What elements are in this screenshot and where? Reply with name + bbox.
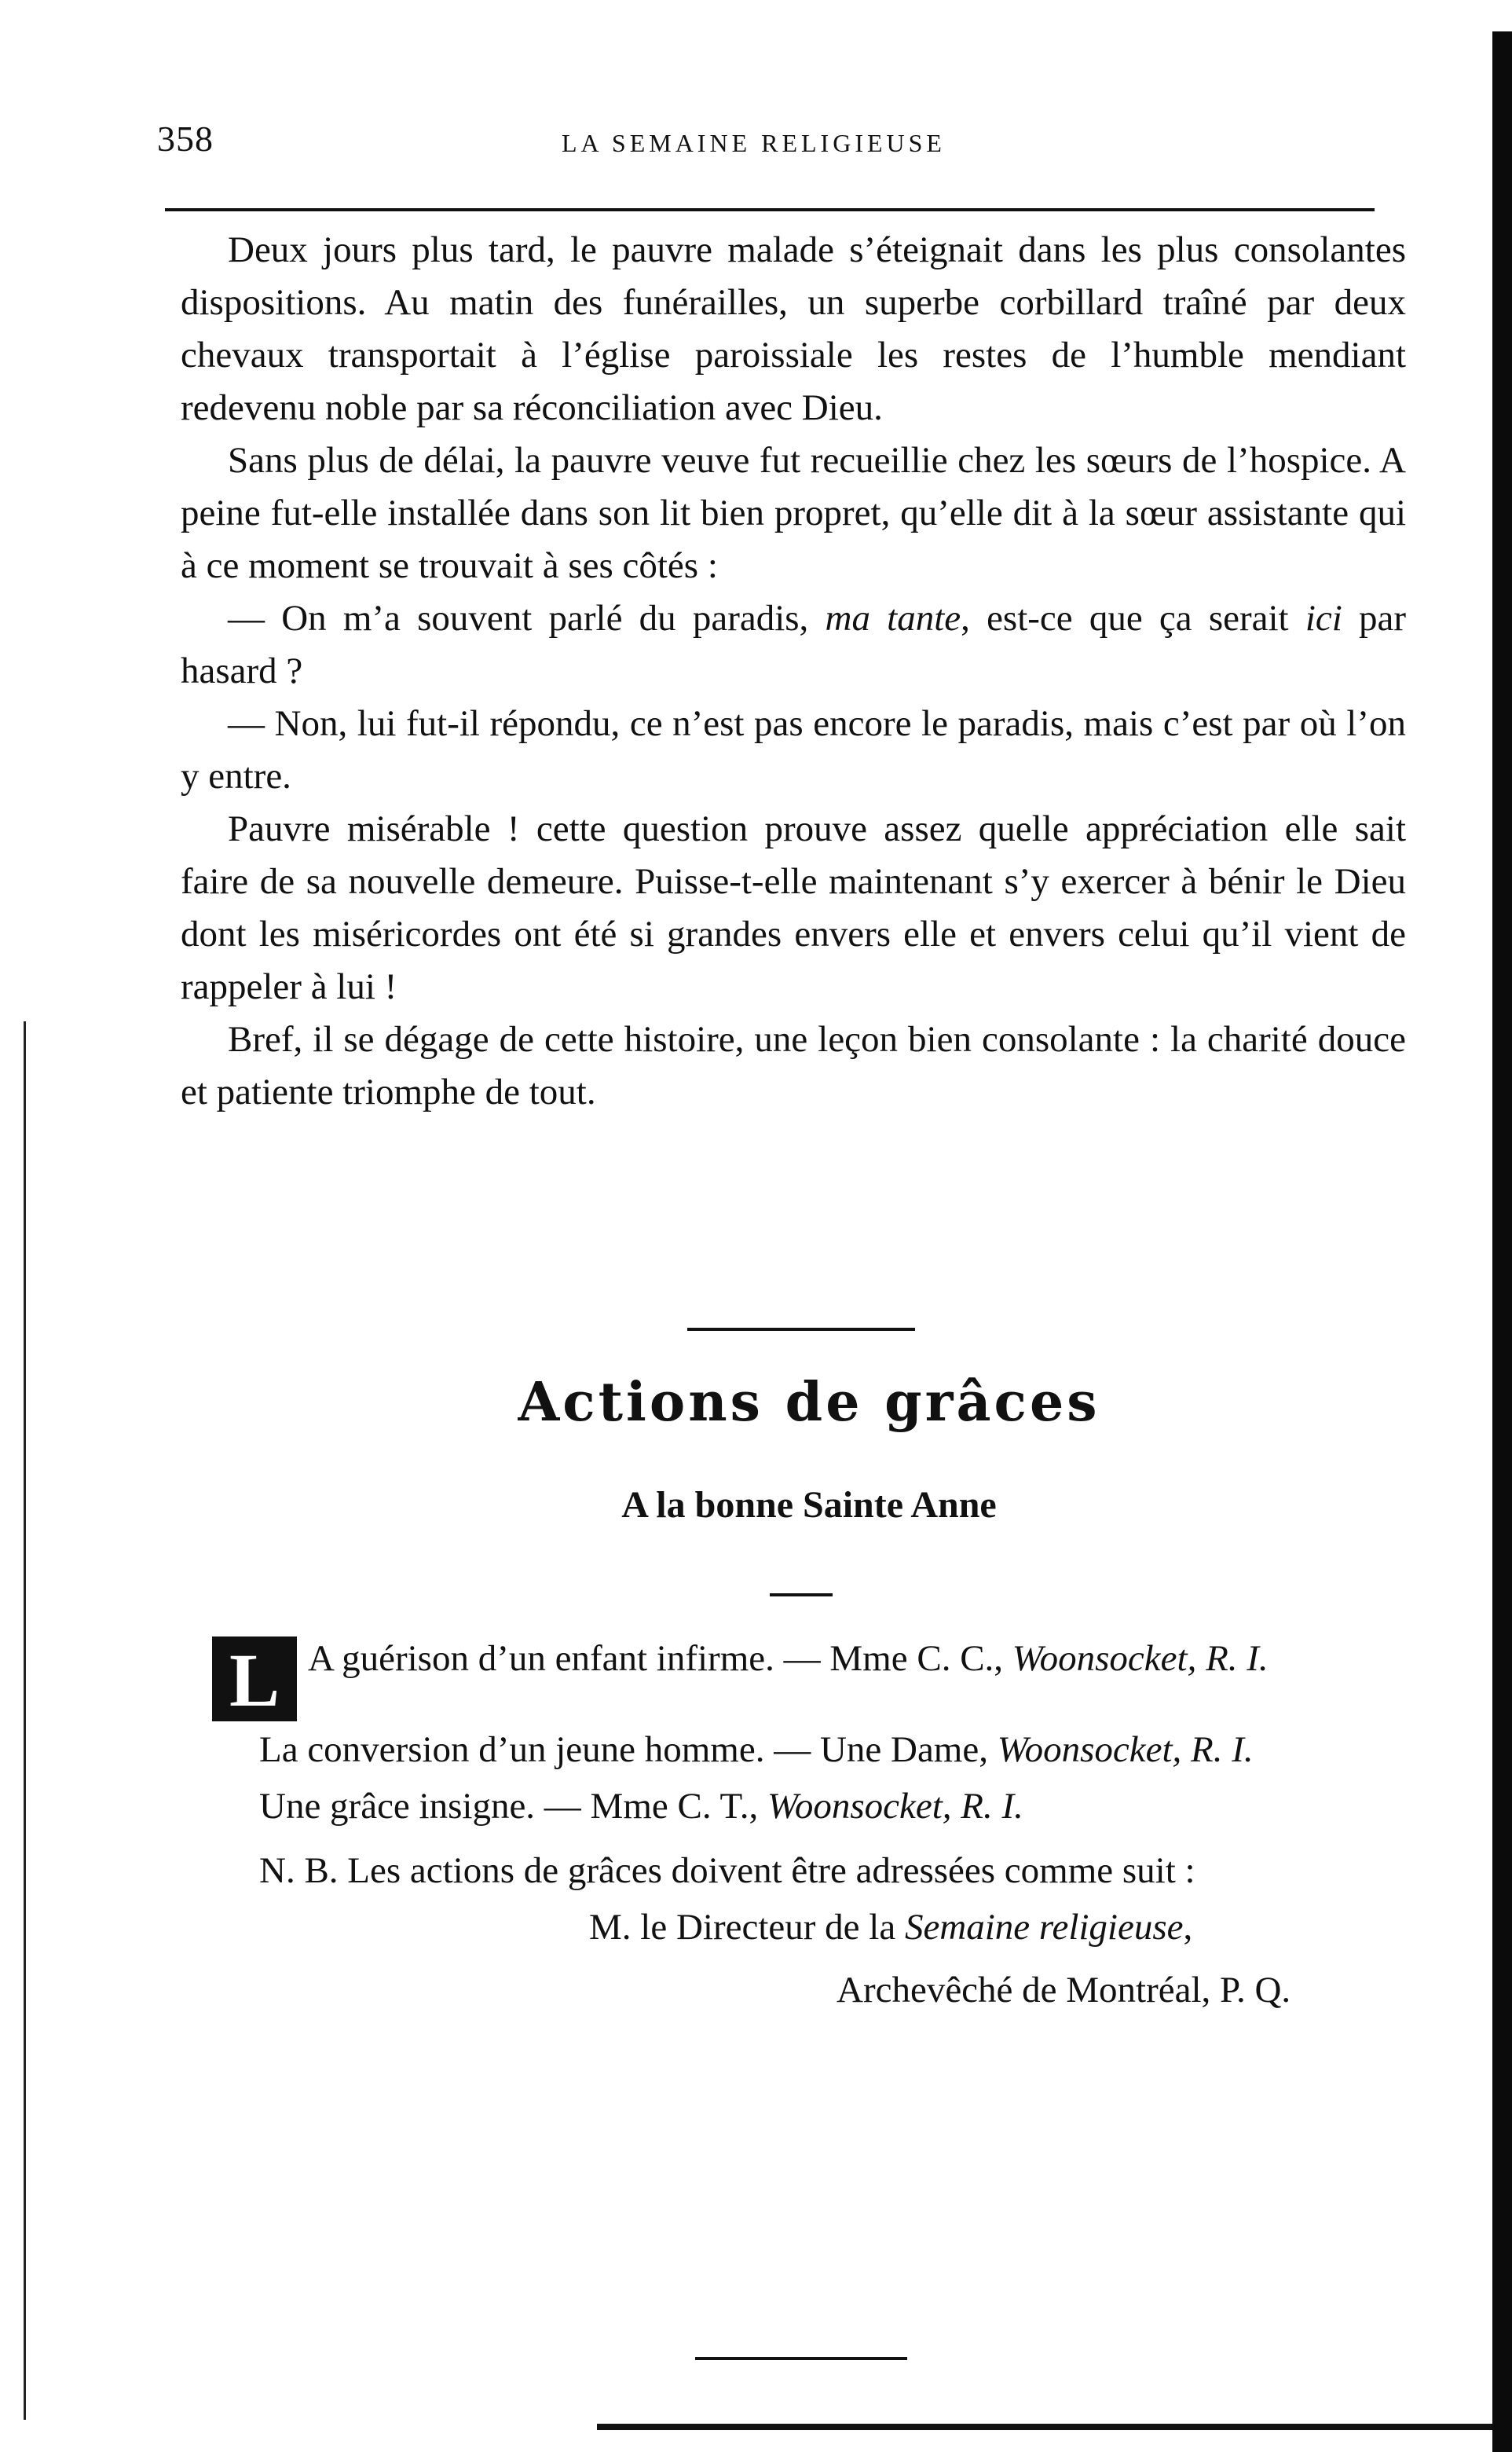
paragraph-hospice: Sans plus de délai, la pauvre veuve fut recueillie chez les sœurs de l’hospice. A peine fut-elle installée dans son lit bien propret, qu’elle dit à la sœur assistante qui à ce moment se trouvait à ses côtés : <box>181 440 1406 586</box>
journal-title: LA SEMAINE RELIGIEUSE <box>562 129 946 157</box>
dialogue-question-italic-2: ici <box>1305 598 1342 639</box>
thanks-entry-place: Woonsocket, R. I. <box>997 1729 1254 1770</box>
thanks-entry-place: Woonsocket, R. I. <box>767 1786 1023 1827</box>
section-divider <box>687 1328 915 1331</box>
address-journal: Semaine religieuse <box>904 1907 1184 1948</box>
paragraph-reflection: Pauvre misérable ! cette question prouve assez quelle appréciation elle sait faire de sa nouvelle demeure. Puisse-t-elle maintenant s’y exercer à bénir le Dieu dont les miséricordes ont été si grandes envers elle et envers celui qu’il vient de rappeler à lui ! <box>181 808 1406 1007</box>
dialogue-question-text: — On m’a souvent parlé du paradis, <box>228 598 826 639</box>
nota-bene: N. B. Les actions de grâces doivent être adressées comme suit : <box>259 1850 1195 1891</box>
thanks-entry <box>189 1778 1414 1834</box>
dialogue-question-end: par hasard ? <box>181 598 1407 691</box>
thanks-entry-place: Woonsocket, R. I. <box>1012 1638 1269 1679</box>
page-number: 358 <box>157 119 214 159</box>
dropcap-initial: L <box>212 1636 297 1721</box>
address-comma: , <box>1183 1907 1193 1948</box>
dialogue-question-italic: ma tante <box>825 598 961 639</box>
scan-border-right <box>1492 31 1512 2452</box>
thanks-entry <box>189 1721 1414 1778</box>
section-title: Actions de grâces <box>518 1371 1100 1434</box>
dialogue-question-middle: , est-ce que ça serait <box>961 598 1305 639</box>
address-line-1 <box>189 1899 1414 1955</box>
thanks-list <box>189 1630 1414 2018</box>
story-body <box>181 224 1406 1119</box>
running-head <box>157 118 1382 165</box>
section-subtitle: A la bonne Sainte Anne <box>621 1484 997 1526</box>
thanks-entry-text: La conversion d’un jeune homme. — Une Dame, <box>259 1729 998 1770</box>
address-prefix: M. le Directeur de la <box>589 1907 905 1948</box>
dialogue-question <box>181 592 1406 698</box>
dialogue-answer: — Non, lui fut-il répondu, ce n’est pas encore le paradis, mais c’est par où l’on y entre. <box>181 703 1406 797</box>
end-divider <box>695 2357 907 2360</box>
scan-border-bottom <box>597 2424 1492 2430</box>
address-line-2: Archevêché de Montréal, P. Q. <box>837 1970 1291 2010</box>
paragraph-funeral: Deux jours plus tard, le pauvre malade s’éteignait dans les plus consolantes dispositions. Au matin des funérailles, un superbe corbillard traîné par deux chevaux transportait à l’église paroissiale les restes de l’humble mendiant redevenu noble par sa réconciliation avec Dieu. <box>181 229 1406 428</box>
header-rule <box>165 208 1375 211</box>
subtitle-divider <box>770 1593 833 1596</box>
thanks-entry <box>189 1630 1414 1687</box>
paragraph-moral: Bref, il se dégage de cette histoire, une leçon bien consolante : la charité douce et patiente triomphe de tout. <box>181 1019 1406 1112</box>
thanks-entry-text: Une grâce insigne. — Mme C. T., <box>259 1786 767 1827</box>
scan-border-left <box>24 1021 26 2420</box>
thanks-entry-text: A guérison d’un enfant infirme. — Mme C. C., <box>308 1638 1012 1679</box>
